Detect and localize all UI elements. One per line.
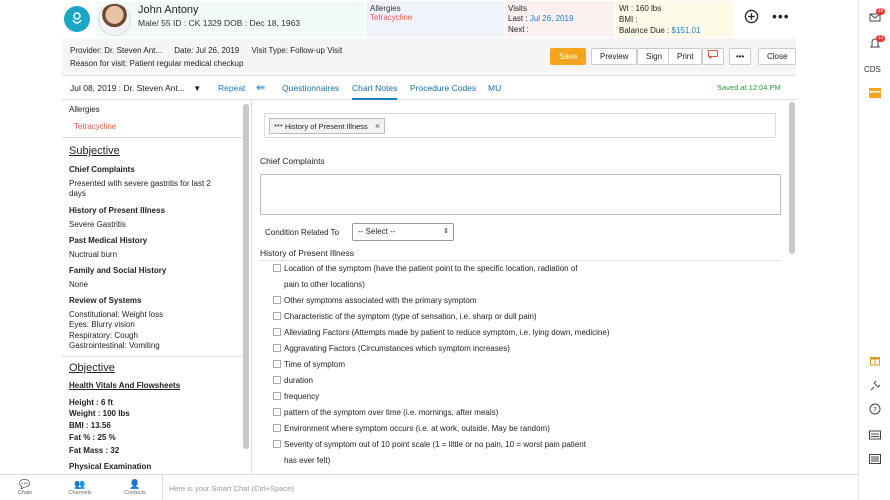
chief-complaints-textarea[interactable] xyxy=(260,174,781,215)
visits-title: Visits xyxy=(508,4,527,13)
main-scrollbar[interactable] xyxy=(789,102,795,254)
channels-button[interactable]: 👥 Channels xyxy=(65,479,95,496)
alert-badge: 13 xyxy=(877,35,884,41)
template-tag-box[interactable] xyxy=(264,113,776,138)
avatar xyxy=(98,3,131,36)
tab-chart-notes[interactable]: Chart Notes xyxy=(352,83,397,100)
comment-icon xyxy=(708,50,718,59)
objective-heading: Objective xyxy=(69,362,115,374)
hpi-value: Severe Gastritis xyxy=(69,220,126,229)
chat-bar xyxy=(0,474,858,500)
chat-note-button[interactable] xyxy=(702,48,724,65)
weight-summary: Weight : 100 lbs xyxy=(69,409,130,418)
divider xyxy=(62,137,244,138)
template-chip[interactable] xyxy=(269,118,385,134)
plus-circle-icon[interactable] xyxy=(744,9,759,29)
sign-button[interactable]: Sign xyxy=(637,48,671,65)
checklist-label: frequency xyxy=(284,392,320,401)
hpi-checklist-item[interactable] xyxy=(273,312,537,321)
checkbox[interactable] xyxy=(273,408,281,416)
checklist-label: Time of symptom xyxy=(284,360,346,369)
checklist-label: Aggravating Factors (Circumstances which symptom increases) xyxy=(284,344,510,353)
contact-icon: 👤 xyxy=(129,479,141,489)
checkbox[interactable] xyxy=(273,424,281,432)
help-icon[interactable] xyxy=(867,403,883,419)
keyboard-icon[interactable] xyxy=(867,428,883,444)
subjective-heading: Subjective xyxy=(69,145,120,157)
print-button[interactable]: Print xyxy=(668,48,702,65)
divider xyxy=(260,260,781,261)
notification-badge: 39 xyxy=(877,8,884,14)
ellipsis-icon[interactable]: ••• xyxy=(772,8,790,24)
visit-info-bar xyxy=(62,38,796,76)
condition-select[interactable]: -- Select -- ⇕ xyxy=(352,223,454,241)
chief-complaints-value-1: Presented with severe gastritis for last 2 xyxy=(69,179,211,188)
chief-complaints-value-2: days xyxy=(69,189,86,198)
hpi-checklist-item[interactable] xyxy=(273,360,345,369)
more-button[interactable]: ••• xyxy=(729,48,751,65)
preview-button[interactable]: Preview xyxy=(591,48,637,65)
checkbox[interactable] xyxy=(273,440,281,448)
ros-item: Gastrointestinal: Vomiting xyxy=(69,341,160,350)
allergies-value: Tetracycline xyxy=(370,13,413,22)
pmh-label: Past Medical History xyxy=(69,236,148,245)
chats-button[interactable]: 💬 Chats xyxy=(10,479,40,496)
visit-reason: Reason for visit: Patient regular medical checkup xyxy=(70,59,244,68)
tab-questionnaires[interactable]: Questionnaires xyxy=(282,83,340,93)
summary-panel xyxy=(62,100,252,474)
terminal-icon[interactable] xyxy=(867,452,883,468)
patient-name: John Antony xyxy=(138,4,199,16)
visit-summary xyxy=(70,46,352,55)
checklist-label: Environment where symptom occurs (i.e. at work, outside. May be random) xyxy=(284,424,550,433)
visit-type: Visit Type: Follow-up Visit xyxy=(251,46,343,55)
checklist-label: pain to other locations) xyxy=(284,280,365,289)
height-value: Height : 6 ft xyxy=(69,398,113,407)
visits-card[interactable] xyxy=(505,1,614,37)
hpi-checklist-item[interactable] xyxy=(273,392,319,401)
checkbox[interactable] xyxy=(273,312,281,320)
hpi-checklist-item[interactable] xyxy=(273,296,477,305)
checkbox[interactable] xyxy=(273,360,281,368)
checkbox xyxy=(273,456,281,464)
patient-header xyxy=(0,0,858,38)
cds-link[interactable]: CDS xyxy=(864,65,881,74)
fat-percent: Fat % : 25 % xyxy=(69,433,116,442)
tab-bar xyxy=(62,76,796,100)
checklist-label: duration xyxy=(284,376,313,385)
stethoscope-icon xyxy=(69,11,85,27)
checkbox[interactable] xyxy=(273,264,281,272)
fsh-label: Family and Social History xyxy=(69,266,167,275)
checklist-label: has ever felt) xyxy=(284,456,331,465)
condition-label: Condition Related To xyxy=(265,228,340,237)
bmi-value: BMI : xyxy=(619,15,638,24)
vitals-heading: Health Vitals And Flowsheets xyxy=(69,381,181,390)
chief-complaints-label: Chief Complaints xyxy=(69,165,135,174)
allergies-title: Allergies xyxy=(370,4,401,13)
vitals-card[interactable] xyxy=(615,1,733,37)
right-rail xyxy=(858,0,890,500)
contacts-button[interactable]: 👤 Contacts xyxy=(120,479,150,496)
plug-icon[interactable] xyxy=(867,380,883,396)
visits-next: Next : xyxy=(508,25,529,34)
chief-complaints-heading: Chief Complaints xyxy=(260,156,325,166)
checklist-label: Location of the symptom (have the patient point to the specific location, radiation of xyxy=(284,264,578,273)
hpi-checklist-item[interactable] xyxy=(273,280,365,289)
visit-selector[interactable]: Jul 08, 2019 : Dr. Steven Ant... ▼ xyxy=(70,83,202,93)
checkbox xyxy=(273,280,281,288)
close-icon[interactable]: × xyxy=(374,121,381,131)
checklist-label: Severity of symptom out of 10 point scale (1 = little or no pain, 10 = worst pain patient xyxy=(284,440,586,449)
visits-last: Last : Jul 26, 2019 xyxy=(508,14,574,23)
pmh-value: Nuctrual burn xyxy=(69,250,118,259)
checklist-label: Other symptoms associated with the primary symptom xyxy=(284,296,477,305)
select-arrows-icon: ⇕ xyxy=(443,228,449,235)
hpi-heading: History of Present Illness xyxy=(260,248,355,258)
channels-icon: 👥 xyxy=(74,479,86,489)
ros-item: Eyes: Blurry vision xyxy=(69,320,135,329)
patient-card[interactable] xyxy=(96,1,365,37)
gift-icon[interactable] xyxy=(867,354,883,370)
app-logo[interactable] xyxy=(64,6,90,32)
patient-meta: Male/ 55 ID : CK 1329 DOB : Dec 18, 1963 xyxy=(138,18,301,28)
chat-bubble-icon: 💬 xyxy=(19,479,31,489)
hpi-checklist-item[interactable] xyxy=(273,376,313,385)
hpi-checklist-item[interactable] xyxy=(273,408,498,417)
checkbox[interactable] xyxy=(273,392,281,400)
visit-date: Date: Jul 26, 2019 xyxy=(174,46,240,55)
chart-notes-panel xyxy=(252,100,796,474)
weight-value: Wt : 160 lbs xyxy=(619,4,662,13)
ros-label: Review of Systems xyxy=(69,296,142,305)
ros-item: Constitutional: Weight loss xyxy=(69,310,164,319)
summary-allergies-value: Tetracycline xyxy=(74,122,117,131)
checklist-label: Alleviating Factors (Attempts made by patient to reduce symptom, i.e. lying down, medicine) xyxy=(284,328,610,337)
hpi-checklist-item[interactable] xyxy=(273,328,609,337)
physical-exam-label: Physical Examination xyxy=(69,462,152,471)
divider xyxy=(62,356,244,357)
checkbox[interactable] xyxy=(273,344,281,352)
close-button[interactable]: Close xyxy=(758,48,796,65)
checklist-label: Characteristic of the symptom (type of sensation, i.e. sharp or dull pain) xyxy=(284,312,537,321)
fsh-value: None xyxy=(69,280,89,289)
provider-info: Provider: Dr. Steven Ant... xyxy=(70,46,163,55)
template-chip-label: *** History of Present Illness xyxy=(274,122,368,131)
summary-allergies-label: Allergies xyxy=(69,105,100,114)
saved-status: Saved at 12:04 PM xyxy=(717,83,781,92)
checkbox[interactable] xyxy=(273,376,281,384)
hpi-checklist-item[interactable] xyxy=(273,264,578,273)
ros-item: Respiratory: Cough xyxy=(69,331,138,340)
hpi-checklist-item[interactable] xyxy=(273,344,510,353)
summary-scrollbar[interactable] xyxy=(243,104,249,449)
collapse-panel-icon[interactable]: ⇚ xyxy=(256,82,266,94)
fat-mass: Fat Mass : 32 xyxy=(69,446,120,455)
caret-down-icon: ▼ xyxy=(193,84,202,93)
svg-text:?: ? xyxy=(873,406,877,414)
smart-chat-input[interactable]: Here is your Smart Chat (Ctrl+Space) xyxy=(162,475,858,500)
checklist-label: pattern of the symptom over time (i.e. mornings, after meals) xyxy=(284,408,499,417)
tab-procedure-codes[interactable]: Procedure Codes xyxy=(410,83,477,93)
repeat-link[interactable]: Repeat xyxy=(218,83,246,93)
checkbox[interactable] xyxy=(273,328,281,336)
balance-due: Balance Due : $151.01 xyxy=(619,26,701,35)
tab-mu[interactable]: MU xyxy=(488,83,502,93)
save-button[interactable]: Save xyxy=(550,48,586,65)
hpi-checklist-item[interactable] xyxy=(273,424,550,433)
hpi-checklist-item[interactable] xyxy=(273,456,330,465)
allergies-card[interactable] xyxy=(366,1,504,37)
bmi-summary: BMI : 13.56 xyxy=(69,421,111,430)
card-icon[interactable] xyxy=(867,86,883,102)
hpi-checklist-item[interactable] xyxy=(273,440,586,449)
checkbox[interactable] xyxy=(273,296,281,304)
hpi-label: History of Present Illness xyxy=(69,206,166,215)
